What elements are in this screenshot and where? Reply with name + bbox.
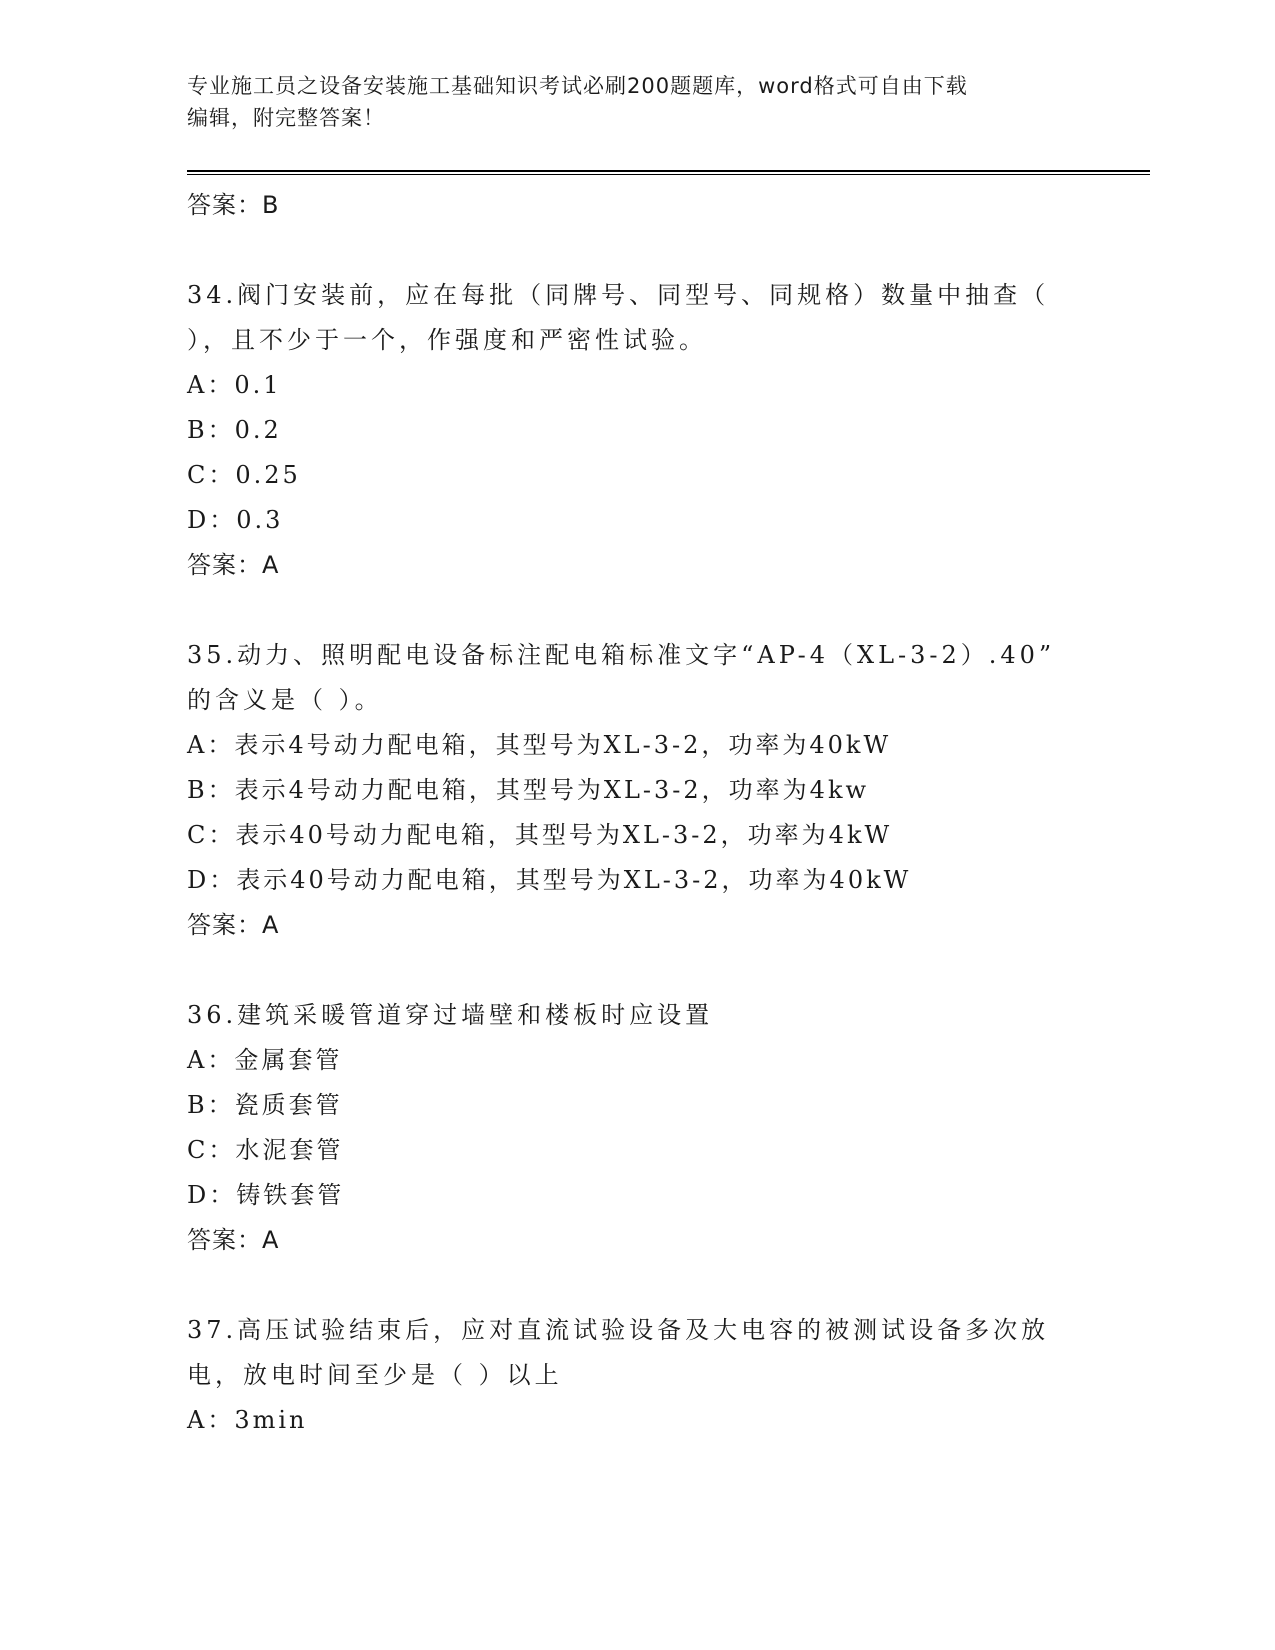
answer-line: 答案：A [187, 911, 280, 939]
option-c: C：表示40号动力配电箱，其型号为XL-3-2，功率为4kW [187, 821, 893, 849]
answer-line: 答案：B [187, 191, 280, 219]
question-stem-line: 36.建筑采暖管道穿过墙壁和楼板时应设置 [187, 1001, 714, 1029]
question-37 [187, 1308, 1150, 1443]
question-stem-line: 34.阀门安装前，应在每批（同牌号、同型号、同规格）数量中抽查（ [187, 281, 1050, 309]
option-c: C：0.25 [187, 461, 301, 489]
option-b: B：瓷质套管 [187, 1091, 343, 1119]
document-page [187, 70, 1150, 1443]
option-b: B：表示4号动力配电箱，其型号为XL-3-2，功率为4kw [187, 776, 870, 804]
option-d: D：铸铁套管 [187, 1181, 345, 1209]
option-a: A：金属套管 [187, 1046, 343, 1074]
answer-line: 答案：A [187, 1226, 280, 1254]
header-title-line-2: 编辑，附完整答案！ [187, 106, 385, 130]
option-d: D：0.3 [187, 506, 284, 534]
question-stem-line: 35.动力、照明配电设备标注配电箱标准文字“AP-4（XL-3-2）.40” [187, 641, 1056, 669]
option-d: D：表示40号动力配电箱，其型号为XL-3-2，功率为40kW [187, 866, 912, 894]
option-a: A：0.1 [187, 371, 282, 399]
document-header [187, 70, 1057, 134]
question-stem-line: ），且不少于一个，作强度和严密性试验。 [187, 326, 707, 354]
question-stem-line: 电，放电时间至少是（ ）以上 [187, 1361, 563, 1389]
question-stem [187, 273, 1067, 363]
question-stem-line: 的含义是（ ）。 [187, 686, 383, 714]
question-36 [187, 993, 1150, 1263]
question-stem [187, 993, 1067, 1038]
question-35 [187, 633, 1150, 948]
option-b: B：0.2 [187, 416, 282, 444]
header-title-line-1: 专业施工员之设备安装施工基础知识考试必刷200题题库，word格式可自由下载 [187, 74, 968, 98]
question-stem-line: 37.高压试验结束后，应对直流试验设备及大电容的被测试设备多次放 [187, 1316, 1050, 1344]
header-divider [187, 170, 1150, 175]
answer-line: 答案：A [187, 551, 280, 579]
question-34 [187, 273, 1150, 588]
question-stem [187, 633, 1067, 723]
option-a: A：3min [187, 1406, 308, 1434]
option-c: C：水泥套管 [187, 1136, 344, 1164]
option-a: A：表示4号动力配电箱，其型号为XL-3-2，功率为40kW [187, 731, 892, 759]
question-stem [187, 1308, 1067, 1398]
